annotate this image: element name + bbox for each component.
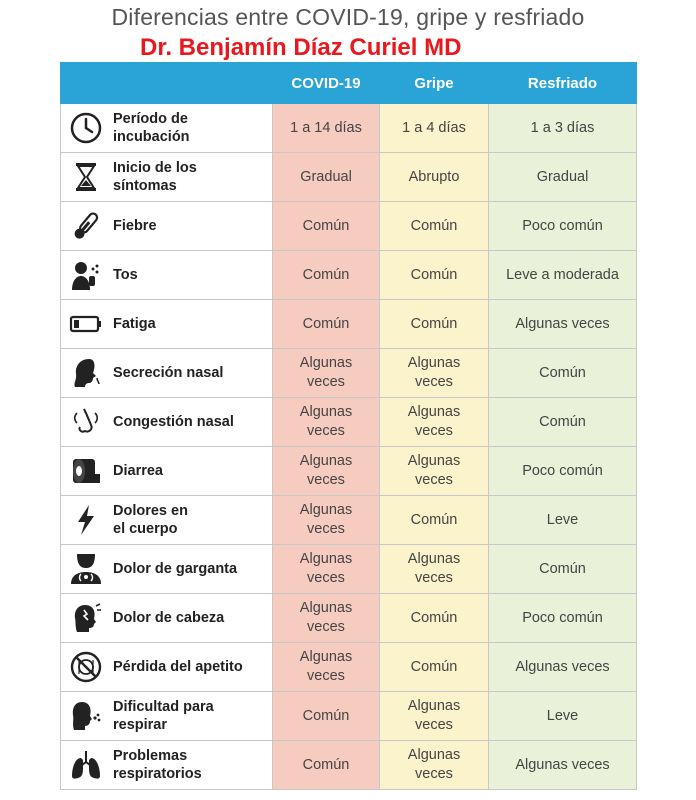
symptom-label: Inicio de los síntomas [113,160,197,194]
covid-value: Común [273,741,380,790]
gripe-value: 1 a 4 días [380,104,489,153]
hourglass-icon [67,158,105,196]
symptom-cell [61,496,273,545]
table-row [61,545,637,594]
headache-icon [67,599,105,637]
symptom-cell [61,741,273,790]
covid-value: Algunas veces [273,545,380,594]
covid-value: Común [273,251,380,300]
symptom-label: Secreción nasal [113,365,224,381]
gripe-value: Algunas veces [380,349,489,398]
gripe-value: Común [380,643,489,692]
table-row [61,104,637,153]
table-row [61,202,637,251]
symptom-label: Pérdida del apetito [113,659,243,675]
clock-icon [67,109,105,147]
no-food-icon [67,648,105,686]
runny-nose-icon [67,354,105,392]
header-gripe: Gripe [380,63,489,104]
toilet-paper-icon [67,452,105,490]
symptom-cell [61,643,273,692]
covid-value: 1 a 14 días [273,104,380,153]
covid-value: Gradual [273,153,380,202]
symptom-cell [61,104,273,153]
symptom-label: Dolores en el cuerpo [113,503,188,537]
symptom-label: Congestión nasal [113,414,234,430]
table-row [61,349,637,398]
symptom-cell [61,202,273,251]
resfriado-value: Común [489,398,637,447]
thermometer-icon [67,207,105,245]
nose-icon [67,403,105,441]
table-row [61,643,637,692]
table-row [61,153,637,202]
symptom-label: Dolor de cabeza [113,610,225,626]
symptom-cell [61,398,273,447]
covid-value: Algunas veces [273,398,380,447]
covid-value: Común [273,202,380,251]
symptom-label: Problemas respiratorios [113,748,202,782]
gripe-value: Común [380,300,489,349]
author-name: Dr. Benjamín Díaz Curiel MD [140,34,462,61]
table-row [61,300,637,349]
gripe-value: Algunas veces [380,447,489,496]
header-resfriado: Resfriado [489,63,637,104]
gripe-value: Algunas veces [380,741,489,790]
table-row [61,447,637,496]
covid-value: Algunas veces [273,643,380,692]
gripe-value: Común [380,251,489,300]
resfriado-value: Algunas veces [489,300,637,349]
header-covid: COVID-19 [273,63,380,104]
cough-icon [67,256,105,294]
lungs-icon [67,746,105,784]
resfriado-value: Poco común [489,594,637,643]
covid-value: Algunas veces [273,496,380,545]
resfriado-value: Común [489,545,637,594]
symptom-cell [61,692,273,741]
covid-value: Algunas veces [273,447,380,496]
table-row [61,496,637,545]
lightning-icon [67,501,105,539]
symptom-cell [61,300,273,349]
symptom-label: Dolor de garganta [113,561,238,577]
gripe-value: Común [380,202,489,251]
resfriado-value: Poco común [489,447,637,496]
table-row [61,741,637,790]
breathing-icon [67,697,105,735]
resfriado-value: 1 a 3 días [489,104,637,153]
resfriado-value: Algunas veces [489,643,637,692]
symptom-cell [61,447,273,496]
table-header-row [61,63,637,104]
table-row [61,594,637,643]
sore-throat-icon [67,550,105,588]
header-corner [61,63,273,104]
resfriado-value: Leve a moderada [489,251,637,300]
gripe-value: Común [380,496,489,545]
gripe-value: Abrupto [380,153,489,202]
symptom-label: Tos [113,267,138,283]
symptom-label: Diarrea [113,463,163,479]
table-row [61,398,637,447]
gripe-value: Algunas veces [380,692,489,741]
resfriado-value: Gradual [489,153,637,202]
gripe-value: Algunas veces [380,545,489,594]
table-row [61,251,637,300]
page-title: Diferencias entre COVID-19, gripe y resfriado [111,4,585,30]
symptom-cell [61,349,273,398]
battery-low-icon [67,305,105,343]
covid-value: Común [273,300,380,349]
symptom-label: Fiebre [113,218,157,234]
covid-value: Común [273,692,380,741]
covid-value: Algunas veces [273,594,380,643]
gripe-value: Común [380,594,489,643]
table-row [61,692,637,741]
resfriado-value: Leve [489,692,637,741]
covid-value: Algunas veces [273,349,380,398]
symptom-cell [61,153,273,202]
symptom-label: Dificultad para respirar [113,699,214,733]
symptom-cell [61,594,273,643]
resfriado-value: Leve [489,496,637,545]
resfriado-value: Algunas veces [489,741,637,790]
symptom-label: Período de incubación [113,111,190,145]
symptom-label: Fatiga [113,316,156,332]
resfriado-value: Poco común [489,202,637,251]
symptom-cell [61,545,273,594]
resfriado-value: Común [489,349,637,398]
gripe-value: Algunas veces [380,398,489,447]
comparison-table [60,62,637,790]
symptom-cell [61,251,273,300]
